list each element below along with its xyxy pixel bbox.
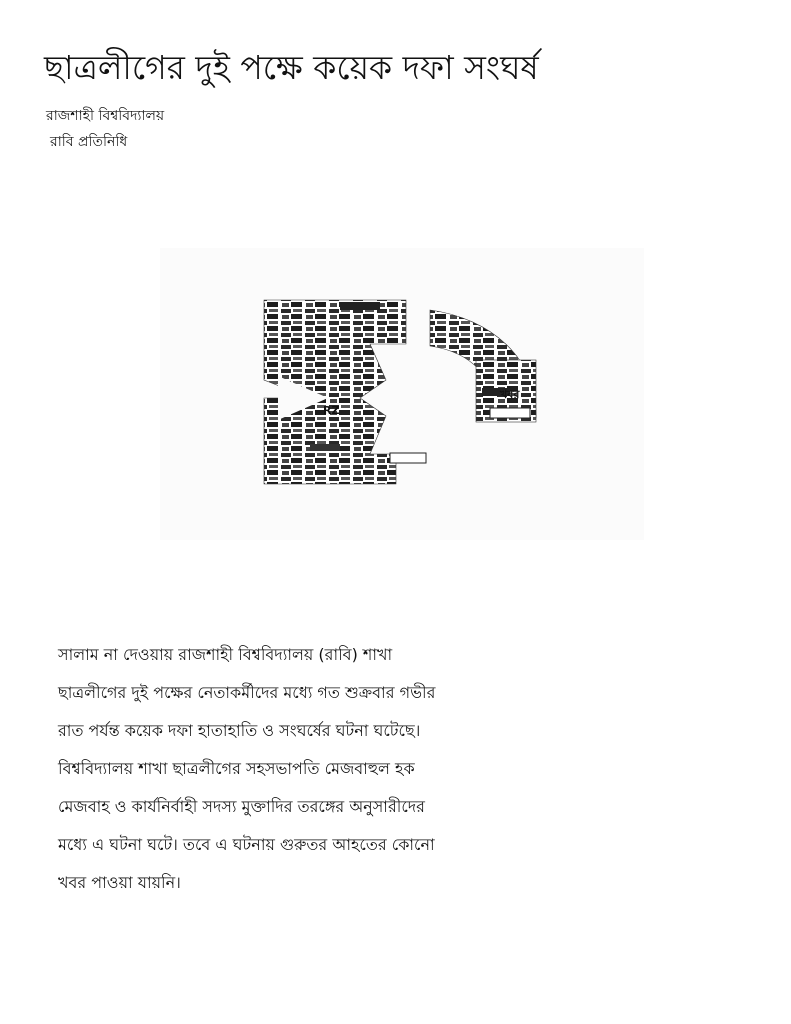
word-rz: RZ	[323, 404, 340, 417]
article-image	[160, 248, 644, 540]
reporter-name: রাবি প্রতিনিধি	[50, 134, 128, 150]
body-line: সালাম না দেওয়ায় রাজশাহী বিশ্ববিদ্যালয় (রাবি) শাখা	[58, 645, 393, 664]
body-line: ছাত্রলীগের দুই পক্ষের নেতাকর্মীদের মধ্যে গত শুক্রবার গভীর	[58, 683, 436, 702]
body-line: বিশ্ববিদ্যালয় শাখা ছাত্রলীগের সহসভাপতি মেজবাহুল হক	[58, 759, 415, 778]
word-khobor: খবর	[500, 388, 520, 401]
body-line: মধ্যে এ ঘটনা ঘটে। তবে এ ঘটনায় গুরুতর আহতের কোনো	[58, 835, 435, 854]
body-line: মেজবাহ ও কার্যনির্বাহী সদস্য মুক্তাদির তরঙ্গের অনুসারীদের	[58, 797, 425, 816]
body-line: রাত পর্যন্ত কয়েক দফা হাতাহাতি ও সংঘর্ষের ঘটনা ঘটেছে।	[58, 721, 421, 740]
headline: ছাত্রলীগের দুই পক্ষে কয়েক দফা সংঘর্ষ	[44, 48, 539, 87]
article-body	[58, 636, 538, 902]
location-dateline: রাজশাহী বিশ্ববিদ্যালয়	[46, 108, 165, 124]
byline	[46, 103, 164, 155]
body-line: খবর পাওয়া যায়নি।	[58, 873, 181, 892]
newspaper-logo-word-cloud-icon	[160, 248, 644, 540]
